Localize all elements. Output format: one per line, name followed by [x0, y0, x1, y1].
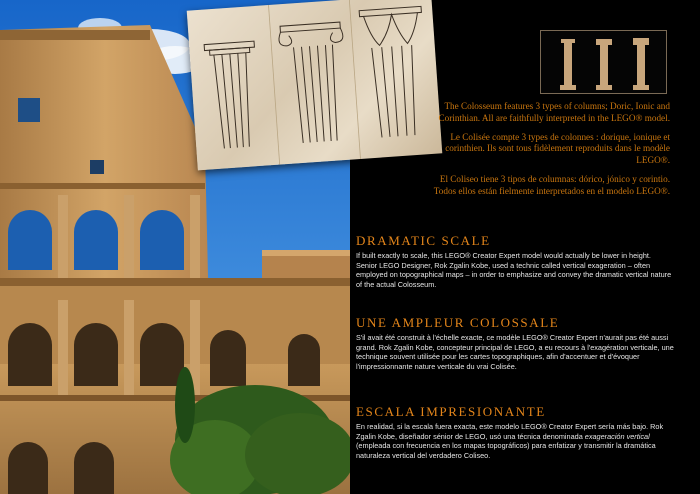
section-body: If built exactly to scale, this LEGO® Creator Expert model would actually be lower in height. Senior LEGO Designer, Rok Zgalin Kobe, used a technic called vertical exageration – often employed on topographical maps – in order to emphasize and convey the dramatic vertical nature of the actual Colosseum.	[356, 251, 672, 289]
section-dramatic-scale	[356, 233, 674, 289]
caption-french: Le Colisée compte 3 types de colonnes : dorique, ionique et corinthien. Ils sont tous fidèlement reproduits dans le modèle LEGO®.	[445, 131, 670, 166]
section-body: S'il avait été construit à l'échelle exacte, ce modèle LEGO® Creator Expert n'aurait pas été aussi grand. Rok Zgalin Kobe, concepteur principal de LEGO, a eu recours à l'exagération verticale, une technique souvent utilisée pour les cartes topographiques, afin d'accentuer et d'évoquer l'impressionnante nature verticale du vrai Colisée.	[356, 333, 674, 371]
column-captions	[430, 101, 670, 205]
caption-english: The Colosseum features 3 types of columns; Doric, Ionic and Corinthian. All are faithfully interpreted in the LEGO® model.	[438, 101, 670, 123]
section-body	[356, 422, 674, 460]
column-sketch-parchment	[187, 0, 443, 170]
section-ampleur-colossale	[356, 315, 674, 371]
caption-spanish: El Coliseo tiene 3 tipos de columnas: dórico, jónico y corintio. Todos ellos están fielmente interpretados en el modelo LEGO®.	[433, 173, 670, 196]
section-heading: DRAMATIC SCALE	[356, 233, 491, 248]
lego-columns-photo	[540, 30, 667, 94]
section-heading: ESCALA IMPRESIONANTE	[356, 404, 546, 419]
body-emphasis: exageración vertical	[584, 431, 650, 441]
body-text: En realidad, si la escala fuera exacta, este modelo LEGO® Creator Expert sería más bajo. Rok Zgalin Kobe, diseñador sénior de LEGO, usó una técnica denominada	[356, 422, 664, 441]
section-heading: UNE AMPLEUR COLOSSALE	[356, 315, 560, 330]
section-escala-impresionante	[356, 404, 674, 460]
body-text: (empleada con frecuencia en los mapas topográficos) para enfatizar y transmitir la dramática naturaleza vertical del verdadero Coliseo.	[356, 441, 656, 460]
